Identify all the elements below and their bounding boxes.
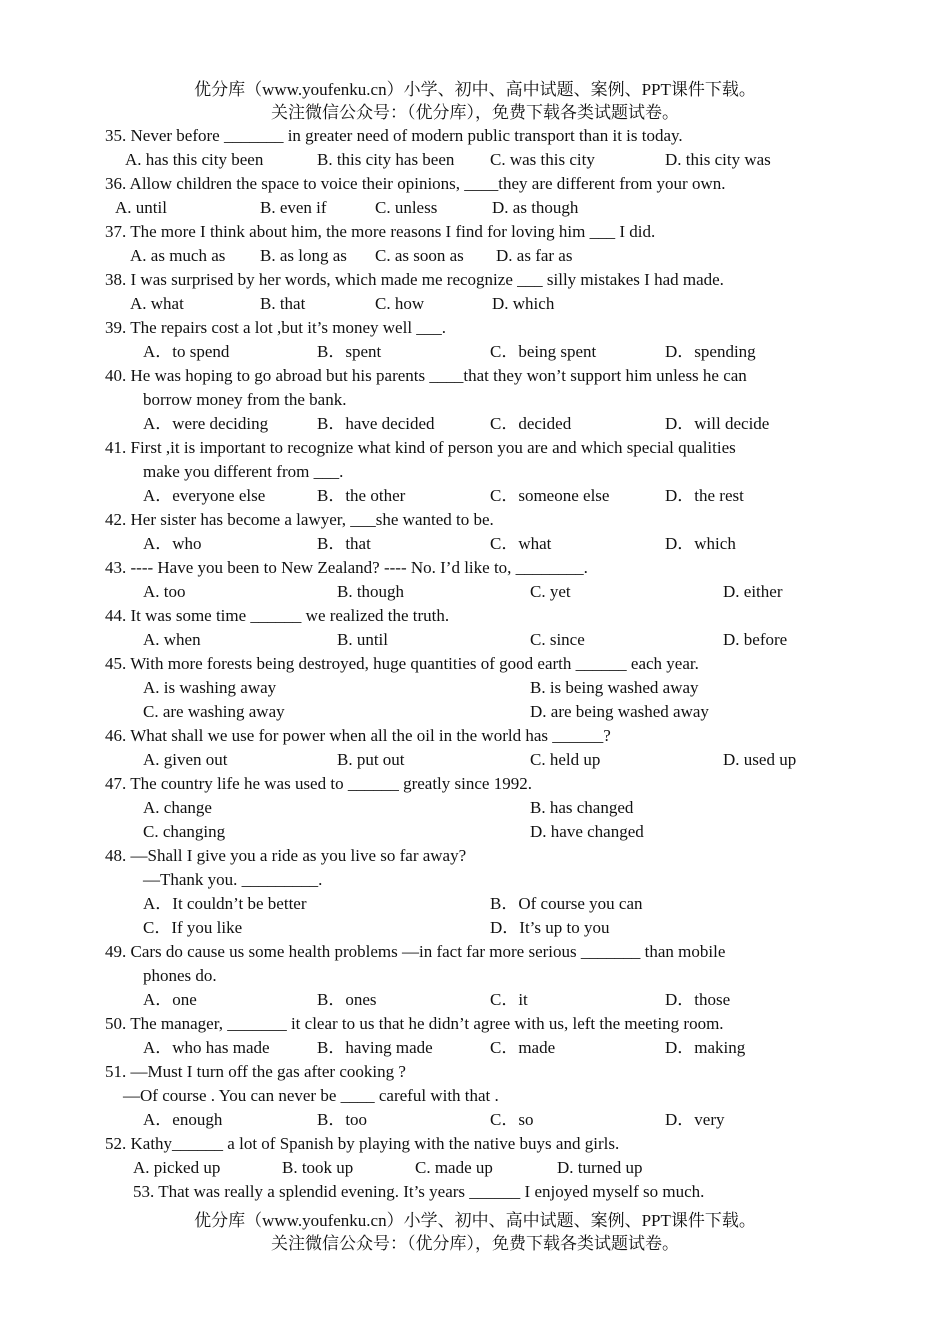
q49-option-b[interactable]: B．ones xyxy=(317,990,377,1009)
q49-option-d[interactable]: D．those xyxy=(665,990,731,1009)
q43-option-a[interactable]: A. too xyxy=(143,582,186,601)
q35-option-a[interactable]: A. has this city been xyxy=(125,150,264,169)
q50-option-c[interactable]: C．made xyxy=(490,1038,556,1057)
q46-option-c[interactable]: C. held up xyxy=(530,750,601,769)
q47-option-c[interactable]: C. changing xyxy=(143,822,226,841)
question-46-stem: 46. What shall we use for power when all the oil in the world has ______? xyxy=(105,726,611,745)
header-line-1: 优分库（www.youfenku.cn）小学、初中、高中试题、案例、PPT课件下载。 xyxy=(194,80,756,99)
question-43-stem: 43. ---- Have you been to New Zealand? ---- No. I’d like to, ________. xyxy=(105,558,588,577)
q50-option-d[interactable]: D．making xyxy=(665,1038,746,1057)
question-36-stem: 36. Allow children the space to voice their opinions, ____they are different from your own. xyxy=(105,174,726,193)
q47-option-a[interactable]: A. change xyxy=(143,798,212,817)
q38-option-b[interactable]: B. that xyxy=(260,294,306,313)
q41-option-d[interactable]: D．the rest xyxy=(665,486,744,505)
question-51-stem: 51. —Must I turn off the gas after cooking ? xyxy=(105,1062,406,1081)
question-52-stem: 52. Kathy______ a lot of Spanish by playing with the native buys and girls. xyxy=(105,1134,620,1153)
q41-option-c[interactable]: C．someone else xyxy=(490,486,610,505)
question-40-stem-cont: borrow money from the bank. xyxy=(143,390,347,409)
q44-option-d[interactable]: D. before xyxy=(723,630,788,649)
question-41-stem: 41. First ,it is important to recognize what kind of person you are and which special qualities xyxy=(105,438,736,457)
q45-option-c[interactable]: C. are washing away xyxy=(143,702,285,721)
q37-option-c[interactable]: C. as soon as xyxy=(375,246,464,265)
q48-option-d[interactable]: D．It’s up to you xyxy=(490,918,610,937)
q51-option-a[interactable]: A．enough xyxy=(143,1110,223,1129)
q40-option-a[interactable]: A．were deciding xyxy=(143,414,269,433)
q42-option-a[interactable]: A．who xyxy=(143,534,202,553)
q42-option-d[interactable]: D．which xyxy=(665,534,736,553)
question-49-stem-cont: phones do. xyxy=(143,966,217,985)
q43-option-b[interactable]: B. though xyxy=(337,582,405,601)
q40-option-d[interactable]: D．will decide xyxy=(665,414,770,433)
question-40-stem: 40. He was hoping to go abroad but his parents ____that they won’t support him unless he can xyxy=(105,366,747,385)
q47-option-d[interactable]: D. have changed xyxy=(530,822,644,841)
question-53-stem: 53. That was really a splendid evening. It’s years ______ I enjoyed myself so much. xyxy=(133,1182,705,1201)
q51-option-b[interactable]: B．too xyxy=(317,1110,368,1129)
question-50-stem: 50. The manager, _______ it clear to us that he didn’t agree with us, left the meeting room. xyxy=(105,1014,724,1033)
q48-option-c[interactable]: C．If you like xyxy=(143,918,243,937)
q50-option-a[interactable]: A．who has made xyxy=(143,1038,270,1057)
q35-option-c[interactable]: C. was this city xyxy=(490,150,595,169)
q42-option-b[interactable]: B．that xyxy=(317,534,371,553)
q40-option-c[interactable]: C．decided xyxy=(490,414,572,433)
question-38-stem: 38. I was surprised by her words, which made me recognize ___ silly mistakes I had made. xyxy=(105,270,724,289)
question-48-stem-cont: —Thank you. _________. xyxy=(143,870,323,889)
q48-option-a[interactable]: A．It couldn’t be better xyxy=(143,894,307,913)
q36-option-a[interactable]: A. until xyxy=(115,198,167,217)
q35-option-d[interactable]: D. this city was xyxy=(665,150,771,169)
q52-option-b[interactable]: B. took up xyxy=(282,1158,354,1177)
q35-option-b[interactable]: B. this city has been xyxy=(317,150,455,169)
q38-option-d[interactable]: D. which xyxy=(492,294,555,313)
q38-option-c[interactable]: C. how xyxy=(375,294,425,313)
question-39-stem: 39. The repairs cost a lot ,but it’s money well ___. xyxy=(105,318,447,337)
q43-option-c[interactable]: C. yet xyxy=(530,582,571,601)
q36-option-b[interactable]: B. even if xyxy=(260,198,327,217)
q52-option-a[interactable]: A. picked up xyxy=(133,1158,221,1177)
q37-option-d[interactable]: D. as far as xyxy=(496,246,573,265)
q44-option-a[interactable]: A. when xyxy=(143,630,201,649)
q45-option-b[interactable]: B. is being washed away xyxy=(530,678,699,697)
q46-option-a[interactable]: A. given out xyxy=(143,750,228,769)
q49-option-a[interactable]: A．one xyxy=(143,990,197,1009)
q36-option-d[interactable]: D. as though xyxy=(492,198,579,217)
q45-option-a[interactable]: A. is washing away xyxy=(143,678,277,697)
q43-option-d[interactable]: D. either xyxy=(723,582,783,601)
question-51-stem-cont: —Of course . You can never be ____ careful with that . xyxy=(123,1086,499,1105)
q39-option-a[interactable]: A．to spend xyxy=(143,342,230,361)
q42-option-c[interactable]: C．what xyxy=(490,534,552,553)
question-45-stem: 45. With more forests being destroyed, huge quantities of good earth ______ each year. xyxy=(105,654,699,673)
q38-option-a[interactable]: A. what xyxy=(130,294,184,313)
q37-option-a[interactable]: A. as much as xyxy=(130,246,226,265)
q44-option-b[interactable]: B. until xyxy=(337,630,389,649)
q51-option-c[interactable]: C．so xyxy=(490,1110,534,1129)
q41-option-a[interactable]: A．everyone else xyxy=(143,486,266,505)
q46-option-b[interactable]: B. put out xyxy=(337,750,405,769)
header-line-2: 关注微信公众号：（优分库），免费下载各类试题试卷。 xyxy=(271,103,679,122)
q52-option-d[interactable]: D. turned up xyxy=(557,1158,643,1177)
q47-option-b[interactable]: B. has changed xyxy=(530,798,634,817)
footer-line-2: 关注微信公众号：（优分库），免费下载各类试题试卷。 xyxy=(271,1234,679,1253)
question-49-stem: 49. Cars do cause us some health problems —in fact far more serious _______ than mobile xyxy=(105,942,726,961)
q39-option-c[interactable]: C．being spent xyxy=(490,342,597,361)
q39-option-d[interactable]: D．spending xyxy=(665,342,756,361)
question-47-stem: 47. The country life he was used to ______ greatly since 1992. xyxy=(105,774,532,793)
question-37-stem: 37. The more I think about him, the more reasons I find for loving him ___ I did. xyxy=(105,222,656,241)
q46-option-d[interactable]: D. used up xyxy=(723,750,797,769)
question-48-stem: 48. —Shall I give you a ride as you live so far away? xyxy=(105,846,467,865)
q37-option-b[interactable]: B. as long as xyxy=(260,246,347,265)
question-44-stem: 44. It was some time ______ we realized the truth. xyxy=(105,606,450,625)
q51-option-d[interactable]: D．very xyxy=(665,1110,725,1129)
q44-option-c[interactable]: C. since xyxy=(530,630,585,649)
q52-option-c[interactable]: C. made up xyxy=(415,1158,493,1177)
question-41-stem-cont: make you different from ___. xyxy=(143,462,344,481)
q41-option-b[interactable]: B．the other xyxy=(317,486,406,505)
question-35-stem: 35. Never before _______ in greater need of modern public transport than it is today. xyxy=(105,126,683,145)
footer-line-1: 优分库（www.youfenku.cn）小学、初中、高中试题、案例、PPT课件下载。 xyxy=(194,1211,756,1230)
q50-option-b[interactable]: B．having made xyxy=(317,1038,433,1057)
q39-option-b[interactable]: B．spent xyxy=(317,342,382,361)
q40-option-b[interactable]: B．have decided xyxy=(317,414,435,433)
question-42-stem: 42. Her sister has become a lawyer, ___she wanted to be. xyxy=(105,510,494,529)
q36-option-c[interactable]: C. unless xyxy=(375,198,438,217)
q49-option-c[interactable]: C．it xyxy=(490,990,528,1009)
q48-option-b[interactable]: B．Of course you can xyxy=(490,894,643,913)
q45-option-d[interactable]: D. are being washed away xyxy=(530,702,709,721)
